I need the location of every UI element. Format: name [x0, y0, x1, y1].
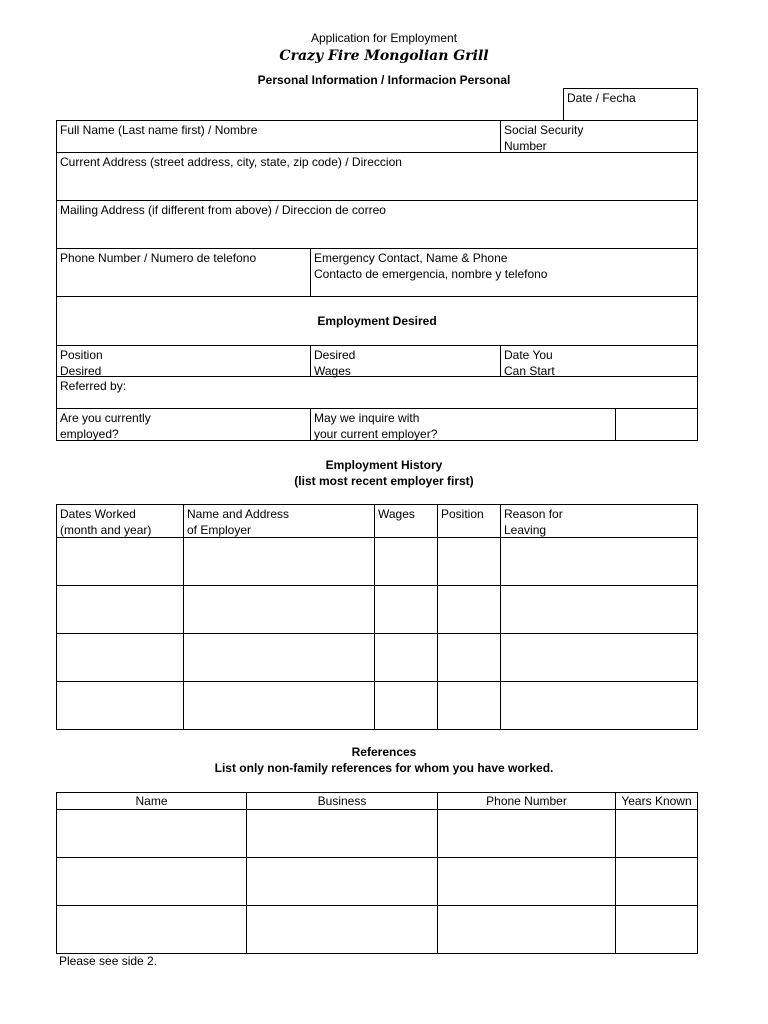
reference-cell[interactable]: [615, 809, 698, 858]
history-col-wages: [374, 504, 438, 538]
ssn-label-line2: Number: [504, 139, 547, 153]
history-col-reason: [500, 504, 698, 538]
history-col-position-line1: Position: [441, 507, 484, 521]
date-field[interactable]: [563, 88, 698, 121]
history-cell[interactable]: [183, 537, 375, 586]
reference-cell[interactable]: [437, 857, 616, 906]
footer-note: Please see side 2.: [59, 954, 158, 968]
history-cell[interactable]: [56, 537, 184, 586]
history-cell[interactable]: [374, 681, 438, 730]
references-col-name: Name: [56, 792, 247, 810]
emergency-label-line1: Emergency Contact, Name & Phone: [314, 251, 508, 265]
desired-wages-field[interactable]: [310, 345, 501, 377]
history-cell[interactable]: [56, 681, 184, 730]
references-subheading: List only non-family references for whom you have worked.: [214, 761, 554, 775]
reference-cell[interactable]: [246, 905, 438, 954]
history-col-employer: [183, 504, 375, 538]
ssn-field[interactable]: [500, 120, 698, 153]
history-heading: Employment History: [325, 458, 443, 472]
section-personal-heading: Personal Information / Informacion Personal: [257, 73, 511, 87]
history-cell[interactable]: [183, 585, 375, 634]
inquire-employer-field: [310, 408, 616, 441]
start-date-field[interactable]: [500, 345, 698, 377]
history-col-employer-line1: Name and Address: [187, 507, 290, 521]
references-col-phone: Phone Number: [437, 792, 616, 810]
history-cell[interactable]: [56, 585, 184, 634]
employed-label-line1: Are you currently: [60, 411, 151, 425]
history-cell[interactable]: [500, 585, 698, 634]
referred-by-label: Referred by:: [60, 379, 127, 393]
history-col-reason-line1: Reason for: [504, 507, 563, 521]
inquire-label-line2: your current employer?: [314, 427, 438, 441]
history-col-dates-line2: (month and year): [60, 523, 152, 537]
employment-desired-title: Employment Desired: [317, 314, 437, 328]
references-table: [56, 792, 698, 954]
ssn-label-line1: Social Security: [504, 123, 584, 137]
history-col-employer-line2: of Employer: [187, 523, 252, 537]
referred-by-field[interactable]: [56, 376, 698, 409]
emergency-contact-field[interactable]: [310, 248, 698, 297]
date-label: Date / Fecha: [567, 91, 636, 105]
history-cell[interactable]: [437, 633, 501, 682]
inquire-label-line1: May we inquire with: [314, 411, 420, 425]
reference-cell[interactable]: [56, 905, 247, 954]
position-label-line1: Position: [60, 348, 103, 362]
reference-cell[interactable]: [615, 857, 698, 906]
phone-field[interactable]: [56, 248, 311, 297]
history-subheading: (list most recent employer first): [294, 474, 474, 488]
current-address-field[interactable]: [56, 152, 698, 201]
reference-cell[interactable]: [246, 809, 438, 858]
start-label-line2: Can Start: [504, 364, 555, 378]
history-cell[interactable]: [437, 585, 501, 634]
full-name-field[interactable]: [56, 120, 501, 153]
currently-employed-field[interactable]: [56, 408, 311, 441]
history-cell[interactable]: [374, 537, 438, 586]
history-col-dates-line1: Dates Worked: [60, 507, 136, 521]
history-cell[interactable]: [374, 633, 438, 682]
employed-label-line2: employed?: [60, 427, 119, 441]
current-address-label: Current Address (street address, city, state, zip code) / Direccion: [60, 155, 402, 169]
wages-label-line2: Wages: [314, 364, 351, 378]
history-cell[interactable]: [183, 633, 375, 682]
emergency-label-line2: Contacto de emergencia, nombre y telefono: [314, 267, 548, 281]
reference-cell[interactable]: [56, 857, 247, 906]
start-label-line1: Date You: [504, 348, 553, 362]
company-name: Crazy Fire Mongolian Grill: [279, 48, 489, 64]
position-desired-field[interactable]: [56, 345, 311, 377]
form-title: Application for Employment: [310, 31, 458, 45]
history-cell[interactable]: [56, 633, 184, 682]
employment-desired-heading: [56, 296, 698, 346]
history-cell[interactable]: [437, 537, 501, 586]
inquire-answer-field[interactable]: [615, 408, 698, 441]
reference-cell[interactable]: [437, 905, 616, 954]
history-cell[interactable]: [374, 585, 438, 634]
history-col-dates: [56, 504, 184, 538]
history-cell[interactable]: [437, 681, 501, 730]
reference-cell[interactable]: [56, 809, 247, 858]
reference-cell[interactable]: [246, 857, 438, 906]
position-label-line2: Desired: [60, 364, 102, 378]
references-heading: References: [351, 745, 417, 759]
reference-cell[interactable]: [437, 809, 616, 858]
history-cell[interactable]: [183, 681, 375, 730]
wages-label-line1: Desired: [314, 348, 356, 362]
mailing-address-field[interactable]: [56, 200, 698, 249]
reference-cell[interactable]: [615, 905, 698, 954]
history-cell[interactable]: [500, 681, 698, 730]
history-cell[interactable]: [500, 633, 698, 682]
phone-label: Phone Number / Numero de telefono: [60, 251, 257, 265]
history-col-reason-line2: Leaving: [504, 523, 547, 537]
history-col-position: [437, 504, 501, 538]
history-col-wages-line1: Wages: [378, 507, 415, 521]
references-col-business: Business: [246, 792, 438, 810]
history-table: [56, 504, 698, 730]
mailing-address-label: Mailing Address (if different from above) / Direccion de correo: [60, 203, 386, 217]
history-cell[interactable]: [500, 537, 698, 586]
full-name-label: Full Name (Last name first) / Nombre: [60, 123, 258, 137]
references-col-years: Years Known: [615, 792, 698, 810]
